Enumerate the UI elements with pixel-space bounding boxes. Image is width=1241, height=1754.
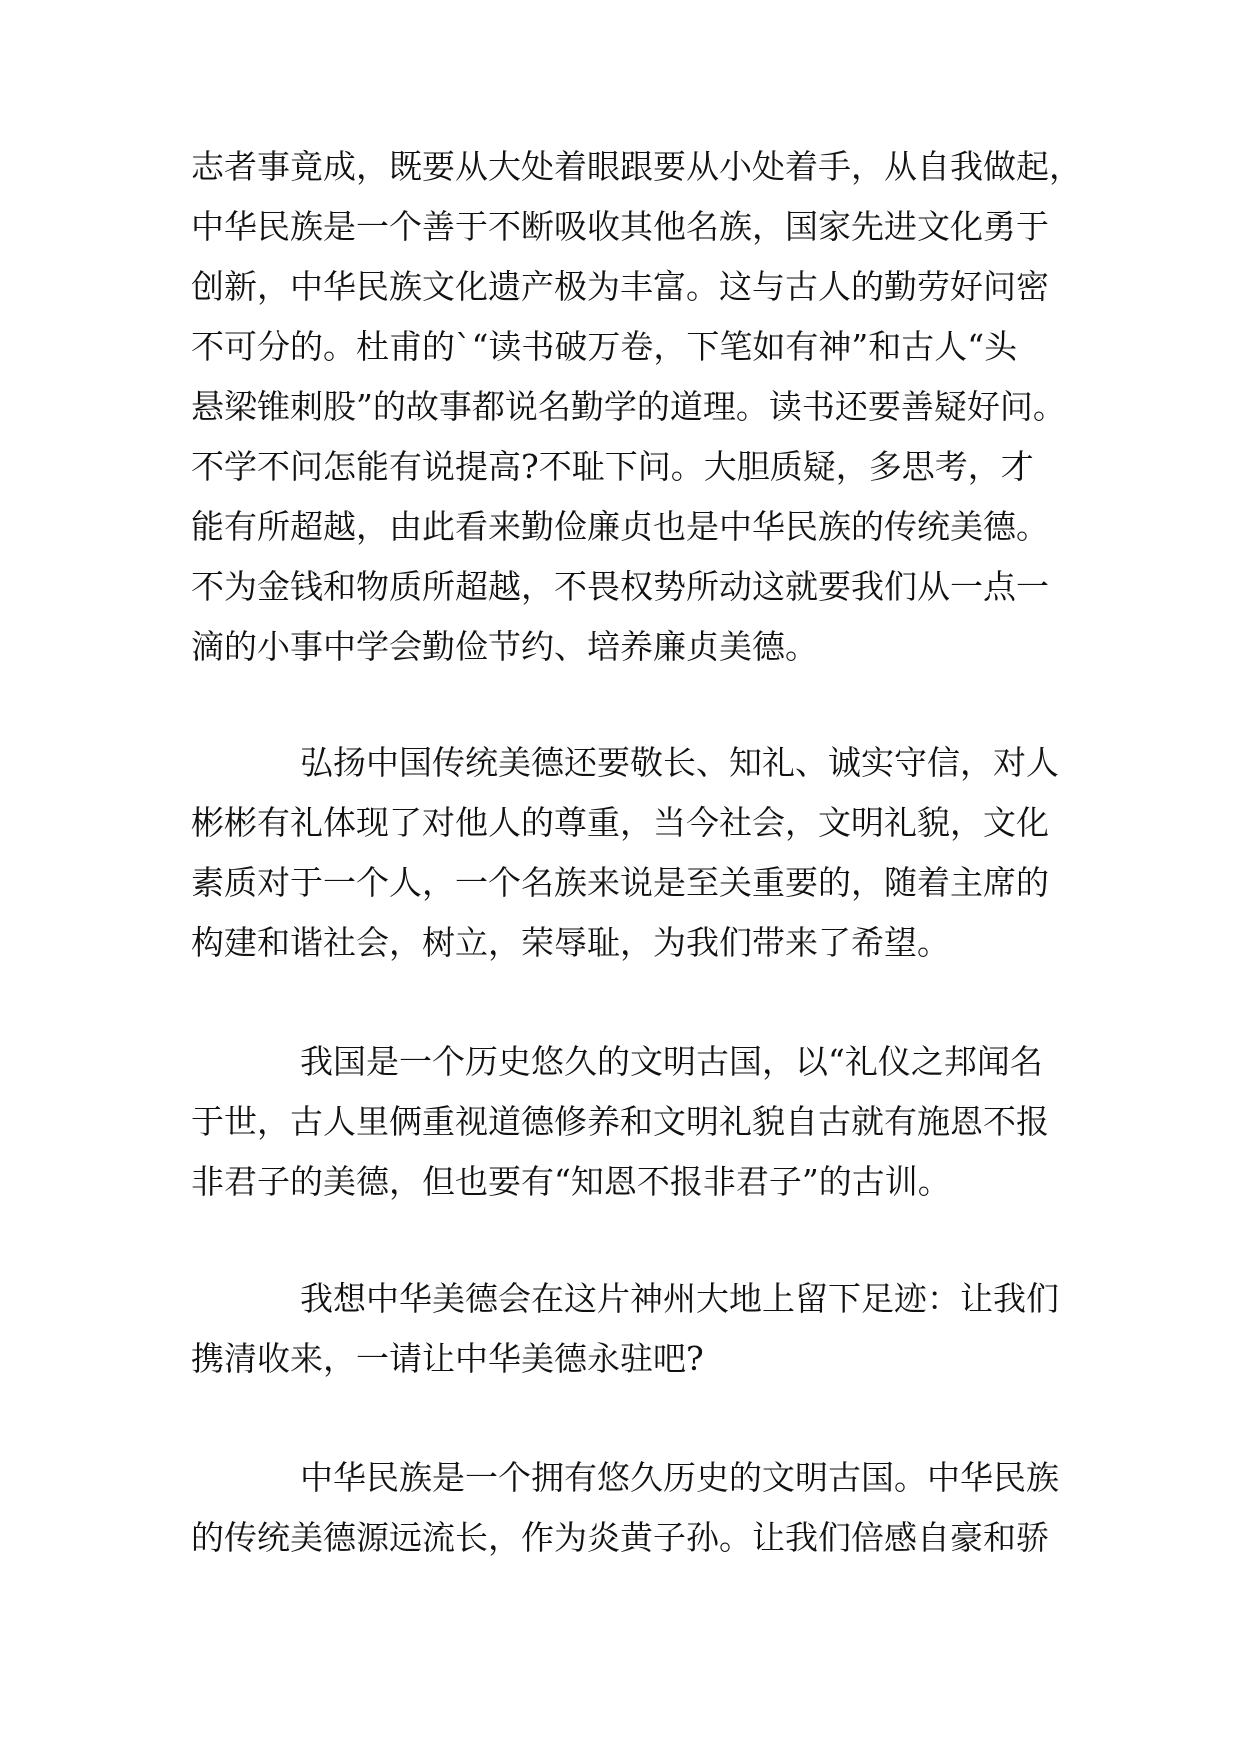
paragraph-line: 志者事竟成，既要从大处着眼跟要从小处着手，从自我做起， [191,147,1082,186]
paragraph-5 [191,1448,1059,1568]
paragraph-3 [191,1032,1051,1212]
paragraph-line: 素质对于一个人，一个名族来说是至关重要的，随着主席的 [191,863,1049,902]
paragraph-line: 非君子的美德，但也要有“知恩不报非君子”的古训。 [191,1162,951,1201]
paragraph-line: 我想中华美德会在这片神州大地上留下足迹：让我们 [300,1279,1059,1318]
paragraph-line: 的传统美德源远流长，作为炎黄子孙。让我们倍感自豪和骄 [191,1518,1049,1557]
paragraph-line: 我国是一个历史悠久的文明古国，以“礼仪之邦闻名 [300,1042,1043,1081]
paragraph-line: 不为金钱和物质所超越，不畏权势所动这就要我们从一点一 [191,567,1049,606]
paragraph-line: 悬梁锥刺股”的故事都说名勤学的道理。读书还要善疑好问。 [191,387,1066,426]
paragraph-2 [191,733,1059,973]
paragraph-line: 于世，古人里俩重视道德修养和文明礼貌自古就有施恩不报 [191,1102,1049,1141]
paragraph-line: 不可分的。杜甫的`“读书破万卷，下笔如有神”和古人“头 [191,327,1018,366]
paragraph-line: 不学不问怎能有说提高?不耻下问。大胆质疑，多思考，才 [191,447,1034,486]
paragraph-line: 滴的小事中学会勤俭节约、培养廉贞美德。 [191,627,818,666]
paragraph-line: 弘扬中国传统美德还要敬长、知礼、诚实守信，对人 [300,743,1059,782]
paragraph-line: 中华民族是一个拥有悠久历史的文明古国。中华民族 [300,1458,1059,1497]
paragraph-line: 携清收来，一请让中华美德永驻吧? [191,1339,704,1378]
paragraph-1 [191,137,1082,677]
paragraph-line: 构建和谐社会，树立，荣辱耻，为我们带来了希望。 [191,923,950,962]
paragraph-line: 彬彬有礼体现了对他人的尊重，当今社会，文明礼貌，文化 [191,803,1049,842]
paragraph-line: 中华民族是一个善于不断吸收其他名族，国家先进文化勇于 [191,207,1049,246]
paragraph-line: 能有所超越，由此看来勤俭廉贞也是中华民族的传统美德。 [191,507,1049,546]
paragraph-line: 创新，中华民族文化遗产极为丰富。这与古人的勤劳好问密 [191,267,1049,306]
paragraph-4 [191,1269,1059,1389]
